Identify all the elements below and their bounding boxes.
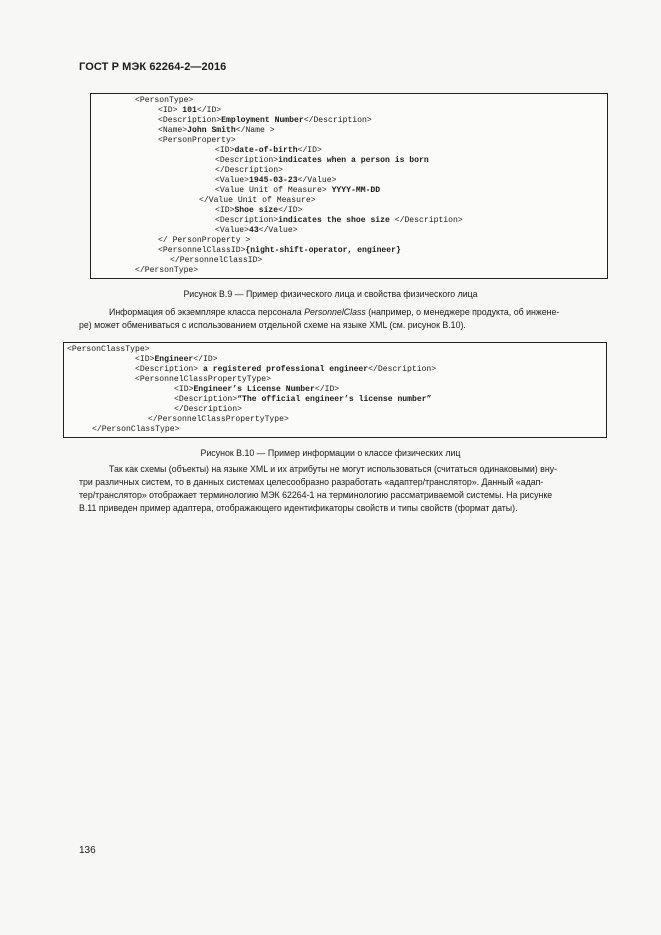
paragraph-2-row: В.11 приведен пример адаптера, отображающего идентификаторы свойств и типы свойств (формат даты). (79, 503, 518, 513)
paragraph-1-row: ре) может обмениваться с использованием отдельной схеме на языке XML (см. рисунок В.10). (79, 320, 466, 330)
paragraph-2-row: Так как схемы (объекты) на языке XML и их атрибуты не могут использоваться (считаться одинаковыми) вну- (109, 464, 558, 474)
figure-b10-code-line: <PersonnelClassPropertyType> (135, 375, 271, 384)
figure-b9-code-line: <PersonType> (135, 96, 194, 105)
figure-b10-code-line: </PersonnelClassPropertyType> (148, 415, 289, 424)
figure-b9-code-line: <ID> 101</ID> (158, 106, 222, 115)
figure-b9-code-line: <Value>43</Value> (215, 226, 298, 235)
figure-b9-code-line: <Value>1945-03-23</Value> (215, 176, 337, 185)
paragraph-1 (79, 306, 617, 332)
figure-b9-code-line: <ID>Shoe size</ID> (215, 206, 303, 215)
figure-b10-code-line: <Description>“The official engineer’s license number” (174, 395, 432, 404)
figure-b9-code-line: <Value Unit of Measure> YYYY-MM-DD (215, 186, 381, 195)
figure-b10-code-line: </PersonClassType> (92, 425, 180, 434)
paragraph-1-row: Информация об экземпляре класса персонала PersonnelClass (например, о менеджере продукта, об инжене- (109, 307, 560, 317)
figure-b10-code-line: <ID>Engineer</ID> (135, 355, 218, 364)
figure-b10-code-listing (63, 342, 607, 438)
figure-b9-code-line: </ PersonProperty > (158, 236, 251, 245)
figure-b10-code-line: <Description> a registered professional engineer</Description> (135, 365, 437, 374)
figure-b9-code-line: <ID>date-of-birth</ID> (215, 146, 322, 155)
figure-b9-code-line: <PersonProperty> (158, 136, 236, 145)
figure-b10-code-line: <PersonClassType> (67, 345, 150, 354)
figure-b9-code-line: <PersonnelClassID>{night-shift-operator, engineer} (158, 246, 401, 255)
paragraph-2 (79, 463, 617, 515)
figure-b9-code-line: </Description> (215, 166, 283, 175)
figure-b9-code-line: </PersonnelClassID> (170, 256, 263, 265)
figure-b9-code-line: <Name>John Smith</Name > (158, 126, 275, 135)
paragraph-2-row: три различных систем, то в данных системах целесообразно разработать «адаптер/транслятор». Данный «адап- (79, 477, 544, 487)
paragraph-2-row: тер/транслятор» отображает терминологию МЭК 62264-1 на терминологию рассматриваемой системы. На рисунке (79, 490, 553, 500)
figure-b9-code-line: </Value Unit of Measure> (199, 196, 316, 205)
document-header: ГОСТ Р МЭК 62264-2—2016 (79, 61, 227, 73)
figure-b10-code-line: </Description> (174, 405, 242, 414)
figure-b10-code-line: <ID>Engineer’s License Number</ID> (174, 385, 340, 394)
figure-b9-caption: Рисунок В.9 — Пример физического лица и свойства физического лица (183, 289, 478, 299)
figure-b9-code-line: <Description>indicates the shoe size </Description> (215, 216, 463, 225)
figure-b9-code-listing (90, 93, 608, 279)
figure-b10-caption: Рисунок В.10 — Пример информации о классе физических лиц (200, 448, 461, 458)
figure-b9-code-line: <Description>Employment Number</Description> (158, 116, 372, 125)
figure-b9-code-line: </PersonType> (135, 266, 199, 275)
page-number: 136 (79, 845, 96, 856)
figure-b9-code-line: <Description>indicates when a person is born (215, 156, 429, 165)
